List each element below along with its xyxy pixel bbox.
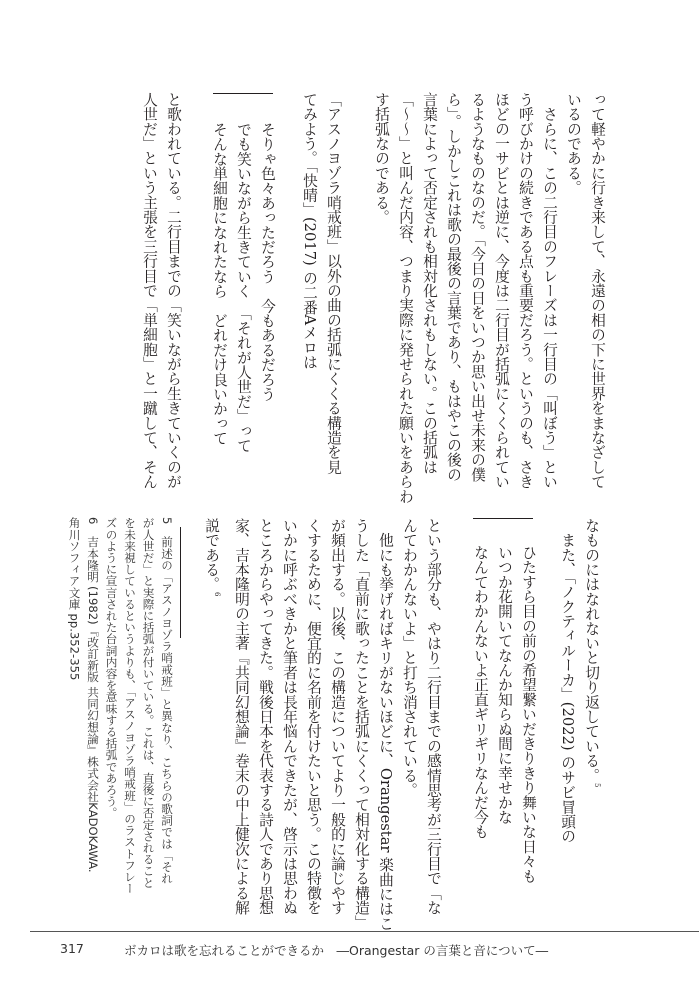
- text-line: [489, 92, 513, 504]
- lyrics-rule-bottom: [473, 518, 533, 519]
- text-line-content: 「アスノヨゾラ哨戒班」以外の曲の括弧にくくる構造を見: [325, 92, 342, 475]
- bottom-lyrics: [468, 545, 540, 883]
- text-line-content: いつか花開いてなんか知らぬ間に幸せかな: [496, 545, 513, 825]
- text-line: [561, 92, 585, 504]
- page-number: 317: [60, 941, 84, 956]
- text-line: [84, 517, 103, 894]
- text-line: [301, 518, 325, 931]
- footnote-separator: [180, 527, 181, 638]
- text-line: [579, 518, 609, 843]
- text-line-content: ひたすら目の前の希望繋いだきりきり舞いな日々も: [520, 545, 537, 884]
- text-line: [65, 517, 84, 894]
- text-line: [465, 92, 489, 504]
- text-line-content: と歌われている。二行目までの「笑いながら生きていくのが: [165, 92, 182, 489]
- text-line-content: んてわかんないよ」と打ち消されている。: [401, 518, 418, 798]
- text-line: [102, 517, 121, 894]
- text-line-content: なものにはなれないと切り返している。: [583, 518, 601, 783]
- text-line: [139, 517, 158, 894]
- footnote-reference: 5: [593, 782, 601, 788]
- text-line: [373, 518, 397, 931]
- text-line-content: が人世だ」と実際に括弧が付いている。これは、直後に否定されること: [141, 517, 156, 889]
- text-line: [161, 92, 185, 489]
- text-line: [513, 92, 537, 504]
- text-line-content: ら」。しかしこれは歌の最後の言葉であり、もはやこの後の: [445, 92, 462, 482]
- text-line: [585, 92, 609, 504]
- footnote-reference: 6: [213, 591, 221, 596]
- text-line: [555, 518, 579, 843]
- text-line-content: う呼びかけの続きである点も重要だろう。というのも、さき: [517, 92, 534, 489]
- text-line-content: 角川ソフィア文庫 pp.352-355: [67, 517, 82, 681]
- text-line: [137, 92, 161, 489]
- text-line-content: くするために、便宜的に名前を付けたいと思う。この特徴を: [305, 518, 322, 915]
- text-line-content: 「〜〜」と叫んだ内容、つまり実際に発せられた願いをあらわ: [397, 92, 414, 504]
- bottom-paragraph-a: [555, 518, 609, 843]
- text-line-content: ところからやってきた。戦後日本を代表する詩人であり思想: [257, 518, 274, 915]
- text-line-content: す括弧なのである。: [373, 92, 390, 225]
- text-line-content: が頻出する。以後、この構造についてより一般的に論じやす: [329, 518, 346, 915]
- text-line-content: 家、吉本隆明の主著『共同幻想論』巻末の中上健次による解: [233, 518, 250, 915]
- text-line-content: なんてわかんないよ正直ギリギリなんだ今も: [472, 545, 489, 839]
- top-paragraph-a: [297, 92, 609, 504]
- top-paragraph-b: [137, 92, 185, 489]
- text-line-content: また、「ノクティルーカ」(2022) のサビ冒頭の: [559, 518, 577, 844]
- text-line: [537, 92, 561, 504]
- text-line-content: という部分も、やはり二行目までの感情思考が三行目で「な: [425, 518, 442, 915]
- text-line: [253, 518, 277, 931]
- text-line: [229, 518, 253, 931]
- text-line: [321, 92, 345, 504]
- footnotes: [65, 517, 176, 894]
- text-line: [121, 517, 140, 894]
- lyrics-rule-top: [213, 93, 273, 94]
- text-line-content: でも笑いながら生きていく 「それが人世だ」って: [235, 122, 252, 453]
- text-line: [199, 518, 229, 931]
- footer-rule: [30, 931, 699, 932]
- text-line-content: そんな単細胞になれたなら どれだけ良いかって: [211, 122, 228, 446]
- top-lyrics: [207, 122, 279, 453]
- text-line: [297, 92, 321, 504]
- text-line-content: てみよう。「快晴」(2017) の二番Aメロは: [301, 92, 318, 370]
- text-line-content: 説である。: [203, 518, 221, 592]
- text-line: [277, 518, 301, 931]
- text-line: [492, 545, 516, 883]
- text-line: [468, 545, 492, 883]
- text-line: [441, 92, 465, 504]
- text-line-content: 5 前述の「アスノヨゾラ哨戒班」と異なり、こちらの歌詞では「それ: [160, 517, 174, 884]
- text-line-content: を未来視しているというよりも、「アスノヨゾラ哨戒班」のラストフレー: [123, 517, 137, 894]
- text-line: [325, 518, 349, 931]
- text-line: [231, 122, 255, 453]
- text-line: [417, 92, 441, 504]
- text-line-content: いるのである。: [565, 92, 582, 195]
- text-line-content: ズのように宣言された台詞内容を意味する括弧であろう。: [104, 517, 119, 819]
- text-line-content: るようなものなのだ。「今日の日をいつか思い出せ未来の僕: [469, 92, 486, 482]
- text-line-content: そりゃ色々あっただろう 今もあるだろう: [259, 122, 276, 402]
- text-line: [369, 92, 393, 504]
- text-line-content: いかに呼ぶべきかと筆者は長年悩んできたが、啓示は思わぬ: [281, 518, 298, 915]
- text-line: [393, 92, 417, 504]
- text-line: [397, 518, 421, 931]
- text-line: [207, 122, 231, 453]
- text-line: [421, 518, 445, 931]
- text-line-content: 人世だ」という主張を三行目で「単細胞」と一蹴して、そん: [141, 92, 158, 489]
- text-line-content: 6 吉本隆明 (1982)『改訂新版 共同幻想論』株式会社KADOKAWA.: [86, 517, 100, 873]
- text-line-content: さらに、この二行目のフレーズは一行目の「叫ぼう」とい: [541, 92, 558, 489]
- bottom-paragraph-b: [199, 518, 445, 931]
- text-line-content: ほどの一サビとは逆に、今度は二行目が括弧にくくられてい: [493, 92, 510, 489]
- running-title: ボカロは歌を忘れることができるか ―Orangestar の言葉と音について―: [124, 943, 549, 958]
- text-line-content: 他にも挙げればキリがないほどに、Orangestar 楽曲にはこ: [377, 518, 394, 931]
- text-line: [349, 518, 373, 931]
- text-line: [516, 545, 540, 883]
- text-line-content: 言葉によって否定されも相対化されもしない。この括弧は: [421, 92, 438, 475]
- text-line: [345, 92, 369, 504]
- text-line: [158, 517, 177, 894]
- text-line-content: うした「直前に歌ったことを括弧にくくって相対化する構造」: [353, 518, 370, 930]
- text-line-content: って軽やかに行き来して、永遠の相の下に世界をまなざして: [589, 92, 606, 489]
- text-line: [255, 122, 279, 453]
